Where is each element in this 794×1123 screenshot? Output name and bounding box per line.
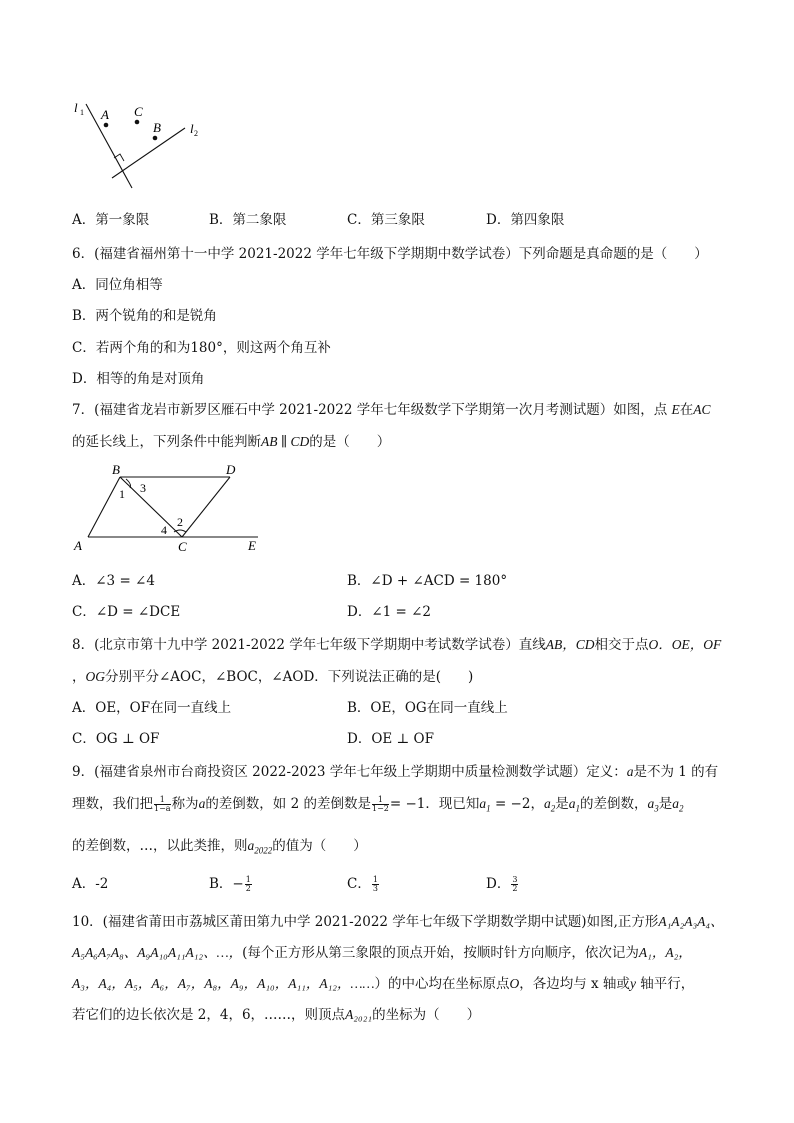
q9-option-a[interactable]: A．-2 <box>72 876 109 892</box>
q5-option-d[interactable]: D．第四象限 <box>486 212 565 228</box>
fig7-label-E: E <box>248 538 256 553</box>
label-C: C <box>134 104 143 119</box>
q8-option-d[interactable]: D．OE ⊥ OF <box>347 731 434 747</box>
q7-stem-line1 <box>72 398 711 418</box>
q6-stem: 6．(福建省福州第十一中学 2021-2022 学年七年级下学期期中数学试卷）下列命题是真命题的是（ ） <box>72 246 708 262</box>
q10-line2b: (每个正方形从第三象限的顶点开始，按顺时针方向顺序，依次记为 <box>242 945 639 961</box>
q8-line1b: 相交于点 <box>594 637 649 653</box>
q7-ab-cd: AB ∥ CD <box>261 434 310 449</box>
q9-option-b[interactable]: B．− $\frac{1}{2}$ <box>209 875 251 893</box>
label-l2-sub: 2 <box>194 129 198 138</box>
q10-a2021: A₂₀₂₁ <box>345 1007 373 1022</box>
q7-option-a[interactable]: A．∠3 = ∠4 <box>72 573 155 589</box>
label-A: A <box>101 107 109 122</box>
q8-line2a: ， <box>72 669 86 685</box>
q10-stem-line3: A₃，A₄，A₅，A₆，A₇，A₈，A₉，A₁₀，A₁₁，A₁₂，……）的中心均在坐标原点O，各边均与 x 轴或y 轴平行， <box>72 976 695 992</box>
q9-stem-line3: 的差倒数，…，以此类推，则$a_{2022}$的值为（ ） <box>72 838 367 856</box>
q7-line1-text: 7．(福建省龙岩市新罗区雁石中学 2021-2022 学年七年级数学下学期第一次月考测试题）如图，点 <box>72 402 668 418</box>
q10-line1a: 10．(福建省莆田市荔城区莆田第九中学 2021-2022 学年七年级下学期数学期中试题)如图,正方形 <box>72 914 659 930</box>
q9-line2d: = −1．现已知 <box>389 796 480 812</box>
q8-og: OG <box>85 669 105 684</box>
q10-square1: A₁A₂A₃A₄、 <box>658 914 724 929</box>
label-l2: l <box>190 121 194 136</box>
q9-stem-line1 <box>72 760 718 780</box>
q7-stem-line2 <box>72 430 390 450</box>
q9-line3a: 的差倒数，…，以此类推，则 <box>72 838 248 854</box>
q6-option-a[interactable]: A．同位角相等 <box>72 277 163 293</box>
fig7-label-4: 4 <box>161 523 167 537</box>
q9-frac-example: $\frac{1}{1-2}$ <box>371 795 389 813</box>
q8-line2b: 分别平分∠AOC，∠BOC，∠AOD．下列说法正确的是( ) <box>105 669 474 685</box>
q8-stem-line1 <box>72 633 721 653</box>
fig7-label-A: A <box>74 538 82 553</box>
q8-option-c[interactable]: C．OG ⊥ OF <box>72 731 160 747</box>
q7-line2b: 的是（ ） <box>309 434 391 450</box>
q9-line1: 9．(福建省泉州市台商投资区 2022-2023 学年七年级上学期期中质量检测数学试题）定义： <box>72 764 627 780</box>
q9-line2b: 称为 <box>171 796 199 812</box>
q9-line2c: 的差倒数，如 2 的差倒数是 <box>205 796 371 812</box>
q8-ab-cd: AB，CD <box>545 637 595 652</box>
label-l1-sub: 1 <box>80 108 84 117</box>
q9-option-c[interactable]: C． $\frac{1}{3}$ <box>347 875 378 893</box>
label-l1: l <box>74 100 78 115</box>
q7-option-b[interactable]: B．∠D + ∠ACD = 180° <box>347 573 508 589</box>
q10-vertex-list: A₃，A₄，A₅，A₆，A₇，A₈，A₉，A₁₀，A₁₁，A₁₂，…… <box>72 976 375 991</box>
fig7-label-C: C <box>178 539 187 554</box>
q9-frac-1-over-1-minus-a: $\frac{1}{1-a}$ <box>154 795 171 813</box>
fig7-label-1: 1 <box>119 487 125 501</box>
q9-a: a <box>626 764 634 779</box>
q10-stem-line1 <box>72 910 724 930</box>
q9-stem-line2: 理数，我们把 $\frac{1}{1-a}$ 称为a的差倒数，如 2 的差倒数是 $\frac{1}{1-2}$ = −1．现已知$a_1 = -2$，$a_2$是$a_1$的差倒数，$a_3$是$a_2$ <box>72 795 684 814</box>
q9-option-d[interactable]: D． $\frac{3}{2}$ <box>486 875 518 893</box>
fig7-label-B: B <box>112 462 120 477</box>
q5-option-c[interactable]: C．第三象限 <box>347 212 425 228</box>
q8-o: O．OE，OF <box>648 637 722 652</box>
q6-option-c[interactable]: C．若两个角的和为180°，则这两个角互补 <box>72 340 331 356</box>
q5-option-b[interactable]: B．第二象限 <box>209 212 287 228</box>
q8-line1a: 8．(北京市第十九中学 2021-2022 学年七年级下学期期中考试数学试卷）直线 <box>72 637 546 653</box>
q7-point-e: E <box>671 402 680 417</box>
fig7-label-D: D <box>226 462 236 477</box>
q5-option-a[interactable]: A．第一象限 <box>72 212 150 228</box>
figure-perpendicular-lines <box>70 98 200 192</box>
q10-stem-line4: 若它们的边长依次是 2，4，6，……，则顶点A₂₀₂₁的坐标为（ ） <box>72 1007 481 1023</box>
q9-line2a: 理数，我们把 <box>72 796 153 812</box>
q7-line2a: 的延长线上，下列条件中能判断 <box>72 434 261 450</box>
q8-option-a[interactable]: A．OE，OF在同一直线上 <box>72 700 232 716</box>
q10-stem-line2: A₅A₆A₇A₈、A₉A₁₀A₁₁A₁₂、…，(每个正方形从第三象限的顶点开始，按顺时针方向顺序，依次记为A₁，A₂， <box>72 945 692 961</box>
q9-line1b: 是不为 1 的有 <box>633 764 719 780</box>
q7-option-c[interactable]: C．∠D = ∠DCE <box>72 604 181 620</box>
label-B: B <box>153 120 161 135</box>
figure-parallelogram <box>70 462 270 556</box>
fig7-label-2: 2 <box>177 515 183 529</box>
q8-option-b[interactable]: B．OE，OG在同一直线上 <box>347 700 508 716</box>
q6-option-d[interactable]: D．相等的角是对顶角 <box>72 371 205 387</box>
q7-in: 在 <box>679 402 694 418</box>
q6-option-b[interactable]: B．两个锐角的和是锐角 <box>72 308 217 324</box>
q9-line3b: 的值为（ ） <box>272 838 367 854</box>
q8-stem-line2 <box>72 665 473 685</box>
q7-option-d[interactable]: D．∠1 = ∠2 <box>347 604 432 620</box>
q7-ac: AC <box>693 402 711 417</box>
q10-squares: A₅A₆A₇A₈、A₉A₁₀A₁₁A₁₂、…， <box>72 945 243 960</box>
fig7-label-3: 3 <box>140 481 146 495</box>
